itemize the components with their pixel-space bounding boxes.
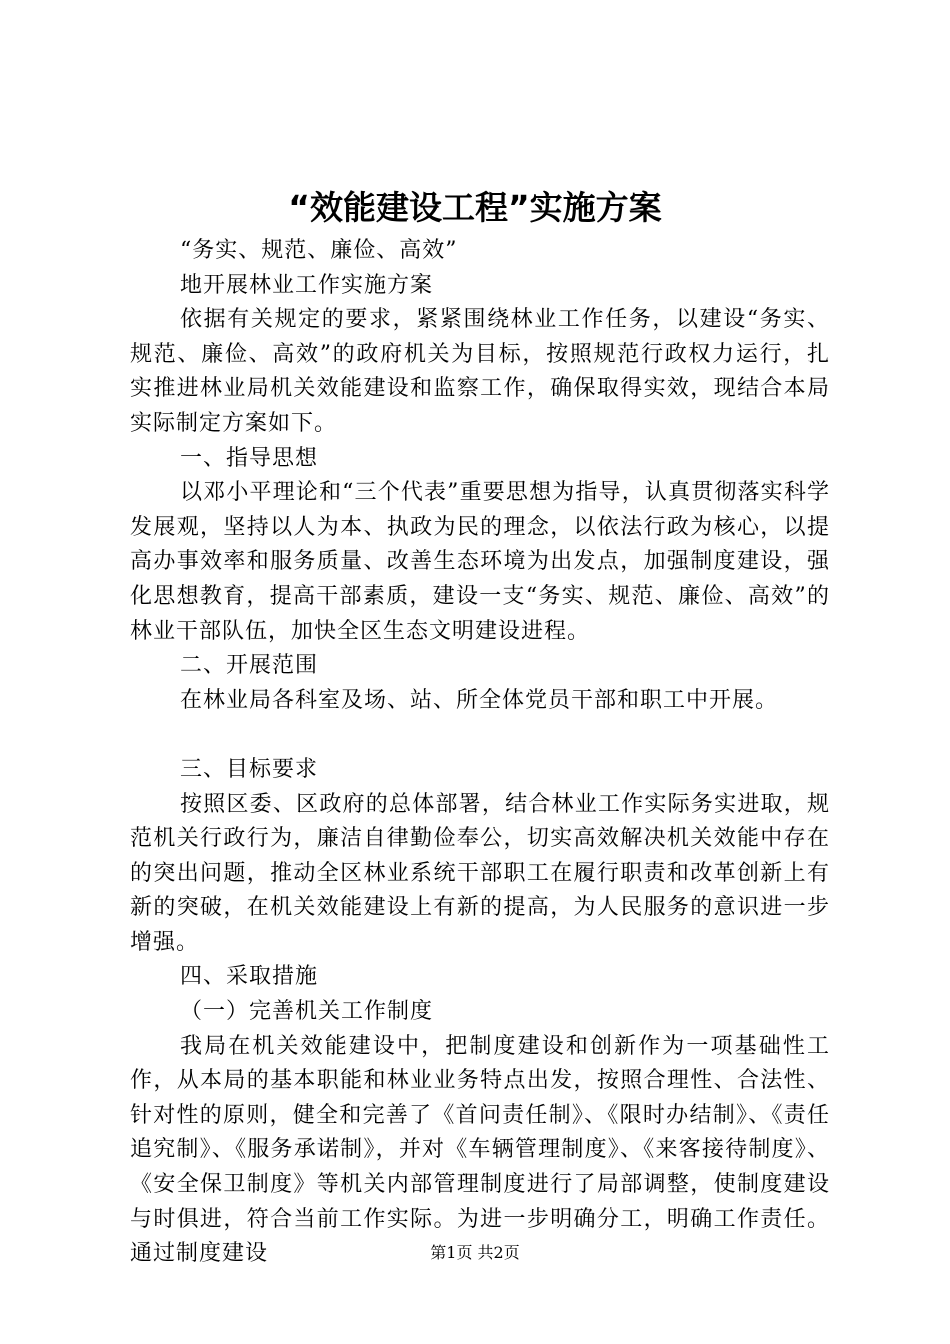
rules-paragraph: 我局在机关效能建设中，把制度建设和创新作为一项基础性工作，从本局的基本职能和林业业务特点出发，按照合理性、合法性、针对性的原则，健全和完善了《首问责任制》、《限时办结制》、《责任追究制》、《服务承诺制》，并对《车辆管理制度》、《来客接待制度》、《安全保卫制度》等机关内部管理制度进行了局部调整，使制度建设与时俱进，符合当前工作实际。为进一步明确分工，明确工作责任。通过制度建设 xyxy=(130,1033,830,1267)
document-body xyxy=(130,234,830,1272)
section-heading-measures: 四、采取措施 xyxy=(180,964,319,990)
section-heading-scope: 二、开展范围 xyxy=(180,653,319,679)
subtitle-line-1: “务实、规范、廉俭、高效” xyxy=(180,238,458,263)
subtitle-line-2: 地开展林业工作实施方案 xyxy=(180,272,434,298)
scope-paragraph: 在林业局各科室及场、站、所全体党员干部和职工中开展。 xyxy=(180,687,779,713)
intro-paragraph: 依据有关规定的要求，紧紧围绕林业工作任务，以建设“务实、规范、廉俭、高效”的政府机关为目标，按照规范行政权力运行，扎实推进林业局机关效能建设和监察工作，确保取得实效，现结合本局实际制定方案如下。 xyxy=(130,307,830,436)
page-footer: 第1页 共2页 xyxy=(430,1243,520,1262)
subsection-heading-rules: （一）完善机关工作制度 xyxy=(180,999,434,1025)
goals-paragraph: 按照区委、区政府的总体部署，结合林业工作实际务实进取，规范机关行政行为，廉洁自律勤俭奉公，切实高效解决机关效能中存在的突出问题，推动全区林业系统干部职工在履行职责和改革创新上有新的突破，在机关效能建设上有新的提高，为人民服务的意识进一步增强。 xyxy=(130,791,830,955)
guiding-ideology-paragraph: 以邓小平理论和“三个代表”重要思想为指导，认真贯彻落实科学发展观，坚持以人为本、执政为民的理念，以依法行政为核心，以提高办事效率和服务质量、改善生态环境为出发点，加强制度建设，强化思想教育，提高干部素质，建设一支“务实、规范、廉俭、高效”的林业干部队伍，加快全区生态文明建设进程。 xyxy=(130,480,830,644)
section-heading-guiding-ideology: 一、指导思想 xyxy=(180,445,319,471)
section-heading-goals: 三、目标要求 xyxy=(180,756,319,782)
document-title: “效能建设工程”实施方案 xyxy=(288,188,662,227)
